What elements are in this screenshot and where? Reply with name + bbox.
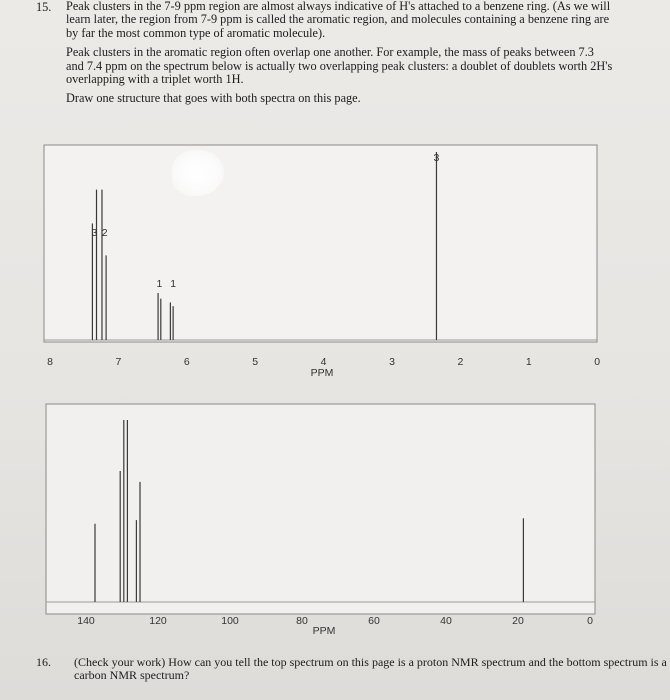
hnmr-tick-4: 4 xyxy=(320,356,327,368)
hnmr-tick-7: 7 xyxy=(115,356,122,368)
question-15-instruction: Draw one structure that goes with both spectra on this page. xyxy=(66,91,361,106)
cnmr-tick-20: 20 xyxy=(512,615,524,627)
cnmr-plot-frame xyxy=(46,404,595,614)
cnmr-tick-80: 80 xyxy=(296,615,308,627)
question-16-number: 16. xyxy=(36,655,51,669)
question-15-paragraph-2: Peak clusters in the aromatic region often overlap one another. For example, the mass of peaks between 7.3 and 7.4 ppm on the spectrum below is actually two overlapping peak clusters: a doublet of doublets worth 2H's overlapping with a triplet worth 1H. xyxy=(66,45,613,87)
hnmr-tick-8: 8 xyxy=(47,356,53,368)
hnmr-tick-2: 2 xyxy=(457,356,464,368)
hnmr-integration-4: 1 xyxy=(170,278,177,290)
hnmr-axis-label: PPM xyxy=(310,367,334,379)
hnmr-tick-5: 5 xyxy=(252,356,259,368)
hnmr-tick-6: 6 xyxy=(183,356,190,368)
hnmr-tick-3: 3 xyxy=(389,356,395,368)
hnmr-integration-5: 3 xyxy=(433,152,440,164)
cnmr-tick-140: 140 xyxy=(77,615,95,627)
hnmr-plot-frame xyxy=(44,145,597,342)
hnmr-tick-1: 1 xyxy=(525,356,532,368)
hnmr-integration-2: 2 xyxy=(101,227,108,239)
question-15-number: 15. xyxy=(36,0,52,14)
hnmr-integration-1: 3 xyxy=(91,227,98,239)
cnmr-tick-0: 0 xyxy=(587,615,593,627)
cnmr-tick-100: 100 xyxy=(221,615,239,627)
question-16-text: (Check your work) How can you tell the top spectrum on this page is a proton NMR spectrum and the bottom spectrum is a carbon NMR spectrum? xyxy=(74,655,667,682)
cnmr-tick-60: 60 xyxy=(368,615,380,627)
cnmr-tick-120: 120 xyxy=(149,615,167,627)
hnmr-integration-3: 1 xyxy=(156,278,163,290)
cnmr-axis-label: PPM xyxy=(312,625,336,637)
cnmr-tick-40: 40 xyxy=(440,615,452,627)
question-15-paragraph-1: Peak clusters in the 7-9 ppm region are almost always indicative of H's attached to a benzene ring. (As we will learn later, the region from 7-9 ppm is called the aromatic region, and molecules containing a benzene ring are by far the most common type of aromatic molecule). xyxy=(66,0,611,40)
hnmr-tick-0: 0 xyxy=(594,356,601,368)
